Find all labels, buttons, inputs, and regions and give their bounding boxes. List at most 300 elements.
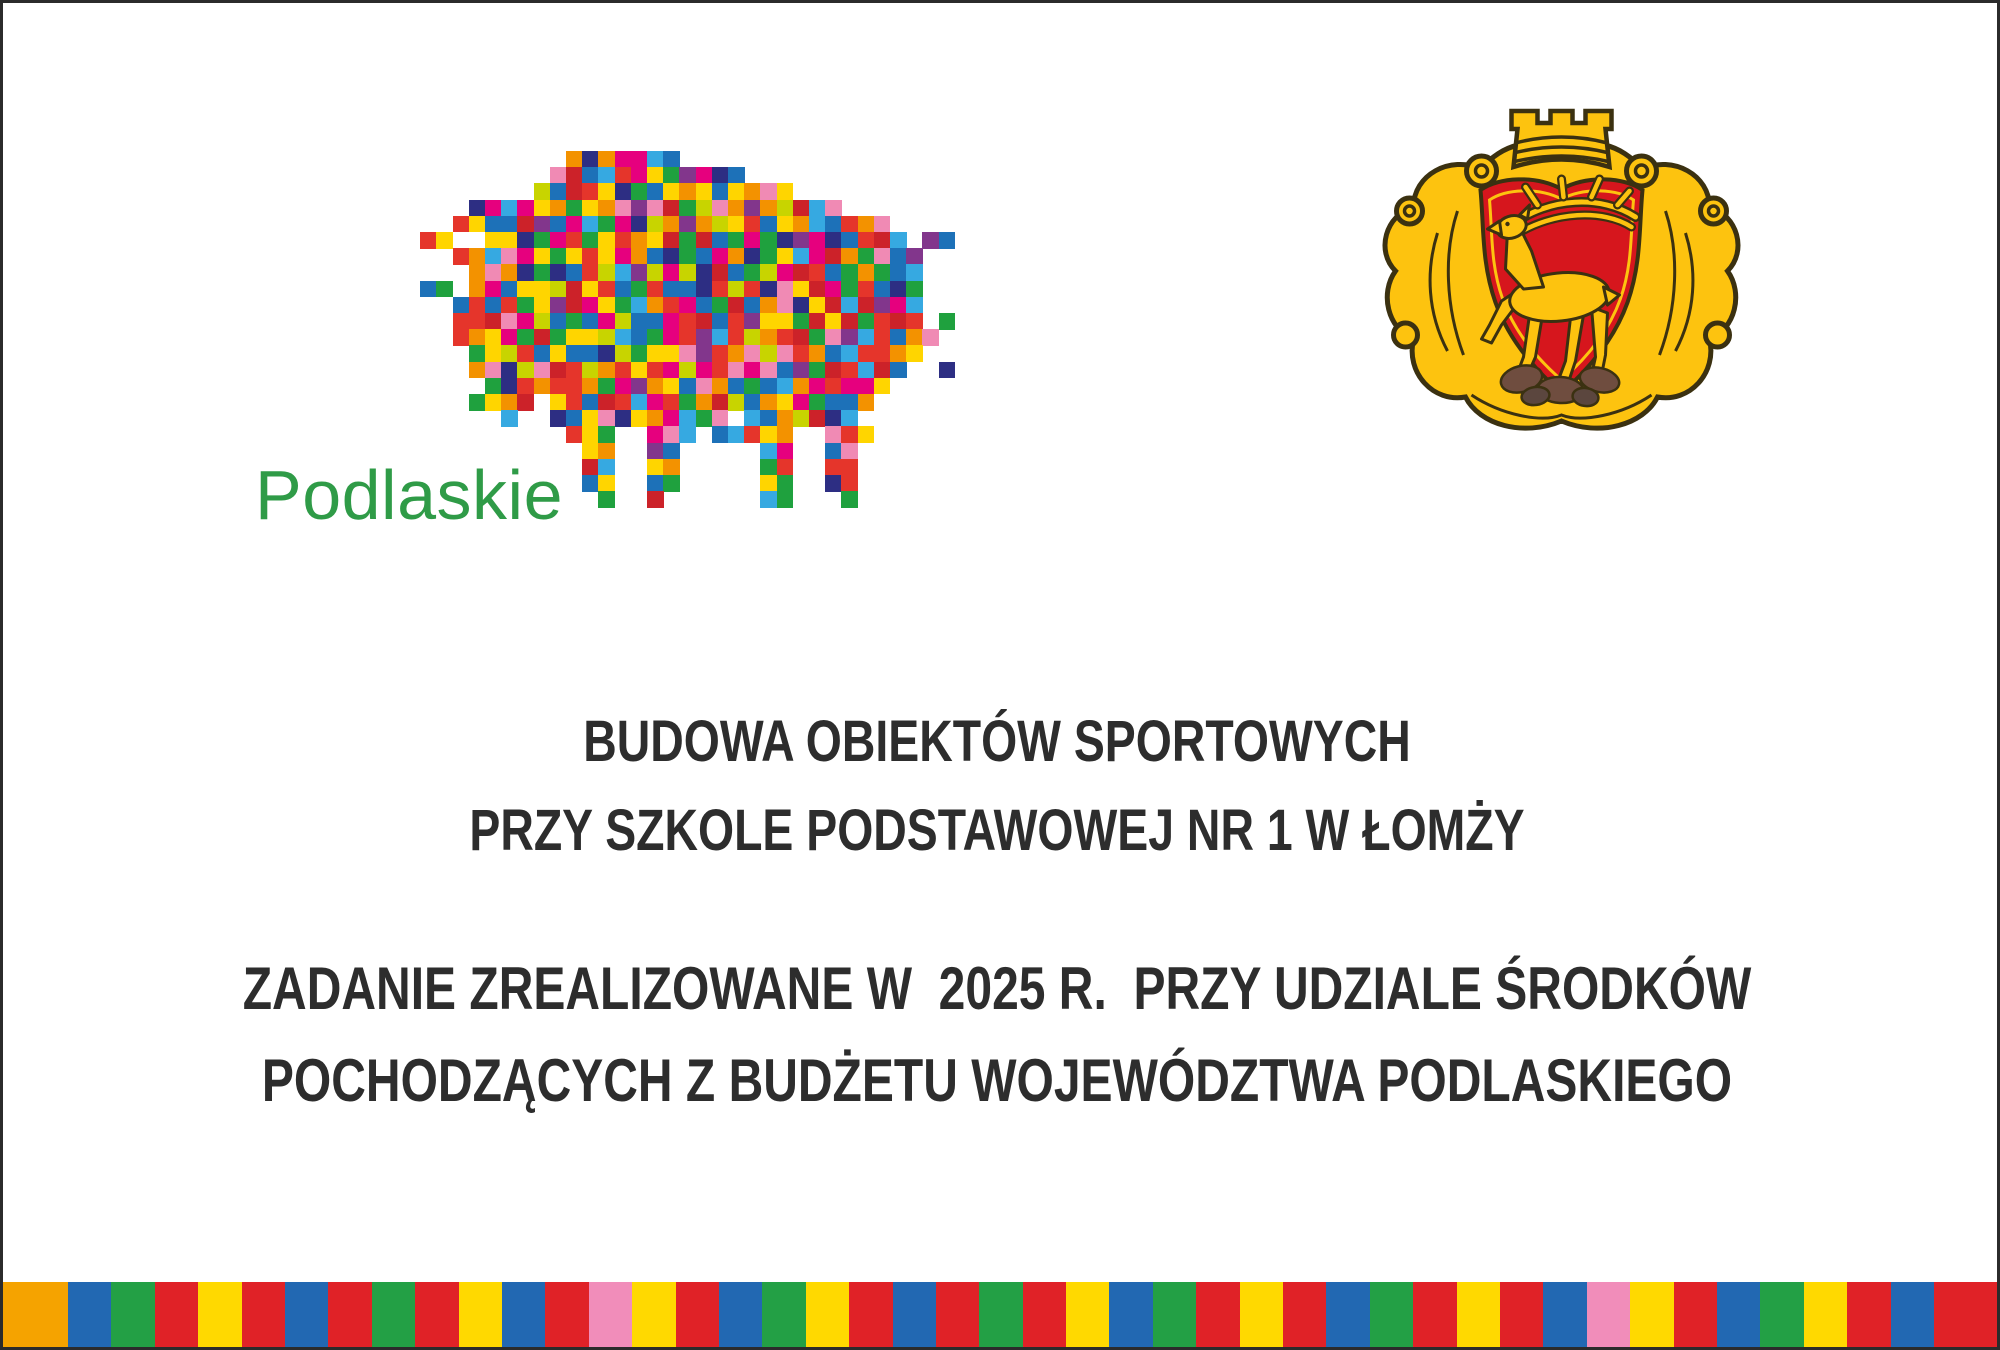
- bison-pixel: [615, 167, 632, 184]
- bison-pixel: [631, 151, 648, 168]
- bison-pixel: [534, 281, 551, 298]
- bison-pixel: [550, 248, 567, 265]
- bison-pixel: [647, 459, 664, 476]
- bison-pixel: [485, 345, 502, 362]
- bison-pixel: [647, 426, 664, 443]
- bison-pixel: [598, 394, 615, 411]
- bison-pixel: [777, 232, 794, 249]
- bison-pixel: [517, 281, 534, 298]
- bison-pixel: [712, 167, 729, 184]
- bison-pixel: [696, 248, 713, 265]
- bison-pixel: [825, 264, 842, 281]
- bison-pixel: [501, 297, 518, 314]
- bison-pixel: [777, 200, 794, 217]
- bison-pixel: [760, 394, 777, 411]
- stripe-bar: [1413, 1282, 1456, 1347]
- bison-pixel: [777, 426, 794, 443]
- bison-pixel: [809, 345, 826, 362]
- bison-pixel: [631, 167, 648, 184]
- bison-pixel: [485, 200, 502, 217]
- stripe-bar: [936, 1282, 979, 1347]
- bison-pixel: [712, 264, 729, 281]
- bison-pixel: [777, 248, 794, 265]
- bison-pixel: [566, 329, 583, 346]
- bison-pixel: [663, 200, 680, 217]
- stripe-bar: [762, 1282, 805, 1347]
- bison-pixel: [679, 167, 696, 184]
- bison-pixel: [760, 410, 777, 427]
- bison-pixel: [631, 281, 648, 298]
- bison-pixel: [728, 232, 745, 249]
- bison-pixel: [793, 281, 810, 298]
- bison-pixel: [777, 410, 794, 427]
- bison-pixel: [517, 200, 534, 217]
- bison-pixel: [469, 313, 486, 330]
- bison-pixel: [858, 216, 875, 233]
- bison-pixel: [663, 459, 680, 476]
- stripe-bar: [1934, 1282, 1997, 1347]
- bison-pixel: [744, 248, 761, 265]
- bison-pixel: [712, 297, 729, 314]
- bison-pixel: [615, 281, 632, 298]
- stripe-bar: [719, 1282, 762, 1347]
- bison-pixel: [906, 345, 923, 362]
- bison-pixel: [453, 248, 470, 265]
- bison-pixel: [793, 200, 810, 217]
- stripe-bar: [1153, 1282, 1196, 1347]
- bison-pixel: [598, 426, 615, 443]
- bison-pixel: [728, 329, 745, 346]
- stripe-bar: [1500, 1282, 1543, 1347]
- bison-pixel: [647, 151, 664, 168]
- bison-pixel: [841, 216, 858, 233]
- bison-pixel: [663, 345, 680, 362]
- bison-pixel: [663, 264, 680, 281]
- bison-pixel: [566, 264, 583, 281]
- bison-pixel: [728, 248, 745, 265]
- bison-pixel: [566, 378, 583, 395]
- bison-pixel: [582, 410, 599, 427]
- bison-pixel: [744, 378, 761, 395]
- bison-pixel: [501, 410, 518, 427]
- bison-pixel: [679, 378, 696, 395]
- bison-pixel: [841, 378, 858, 395]
- bison-pixel: [679, 362, 696, 379]
- bison-pixel: [582, 329, 599, 346]
- bison-pixel: [777, 313, 794, 330]
- bison-pixel: [550, 345, 567, 362]
- bison-pixel: [809, 248, 826, 265]
- bison-pixel: [663, 394, 680, 411]
- bison-pixel: [598, 200, 615, 217]
- bison-pixel: [777, 216, 794, 233]
- bison-pixel: [615, 216, 632, 233]
- stripe-bar: [1587, 1282, 1630, 1347]
- bison-pixel: [696, 281, 713, 298]
- stripe-bar: [242, 1282, 285, 1347]
- bison-pixel: [825, 216, 842, 233]
- bison-pixel: [858, 329, 875, 346]
- bison-pixel: [485, 216, 502, 233]
- bison-pixel: [534, 264, 551, 281]
- bison-pixel: [712, 410, 729, 427]
- bison-pixel: [663, 183, 680, 200]
- bison-pixel: [566, 410, 583, 427]
- bison-pixel: [858, 345, 875, 362]
- bison-pixel: [663, 248, 680, 265]
- bison-pixel: [777, 475, 794, 492]
- stripe-bar: [1283, 1282, 1326, 1347]
- bison-pixel: [534, 248, 551, 265]
- bison-pixel: [534, 362, 551, 379]
- bison-pixel: [744, 183, 761, 200]
- bison-pixel: [744, 313, 761, 330]
- bison-pixel: [793, 297, 810, 314]
- bison-pixel: [663, 167, 680, 184]
- bison-pixel: [582, 378, 599, 395]
- bison-pixel: [841, 264, 858, 281]
- bison-pixel: [647, 410, 664, 427]
- bison-pixel: [696, 167, 713, 184]
- stripe-bar: [285, 1282, 328, 1347]
- bison-pixel: [858, 313, 875, 330]
- bison-pixel: [615, 151, 632, 168]
- bison-pixel: [939, 313, 956, 330]
- bison-pixel: [631, 410, 648, 427]
- bison-pixel: [517, 232, 534, 249]
- bison-pixel: [517, 378, 534, 395]
- bison-pixel: [615, 200, 632, 217]
- bison-pixel: [550, 410, 567, 427]
- bison-pixel: [793, 329, 810, 346]
- stripe-bar: [155, 1282, 198, 1347]
- bison-pixel: [501, 200, 518, 217]
- bison-pixel: [615, 232, 632, 249]
- bison-pixel: [744, 410, 761, 427]
- bison-pixel: [598, 491, 615, 508]
- bison-pixel: [728, 362, 745, 379]
- bison-pixel: [793, 362, 810, 379]
- stripe-bar: [198, 1282, 241, 1347]
- bison-pixel: [696, 410, 713, 427]
- bison-pixel: [825, 313, 842, 330]
- bison-pixel: [712, 313, 729, 330]
- bison-pixel: [598, 362, 615, 379]
- bison-pixel: [647, 475, 664, 492]
- bison-pixel: [841, 443, 858, 460]
- bison-pixel: [760, 264, 777, 281]
- bison-pixel: [906, 281, 923, 298]
- bison-pixel: [631, 378, 648, 395]
- bison-pixel: [517, 248, 534, 265]
- bison-pixel: [582, 232, 599, 249]
- bison-pixel: [534, 378, 551, 395]
- bison-pixel: [874, 329, 891, 346]
- bison-pixel: [598, 410, 615, 427]
- bison-pixel: [647, 443, 664, 460]
- bison-pixel: [517, 394, 534, 411]
- bison-pixel: [809, 232, 826, 249]
- bison-pixel: [825, 378, 842, 395]
- bison-pixel: [501, 216, 518, 233]
- bison-pixel: [485, 232, 502, 249]
- bison-pixel: [825, 443, 842, 460]
- bison-pixel: [760, 232, 777, 249]
- stripe-bar: [1370, 1282, 1413, 1347]
- bison-pixel: [825, 232, 842, 249]
- bison-pixel: [679, 394, 696, 411]
- bison-pixel: [485, 248, 502, 265]
- bison-pixel: [615, 378, 632, 395]
- bison-pixel: [663, 426, 680, 443]
- bison-pixel: [760, 491, 777, 508]
- bison-pixel: [501, 329, 518, 346]
- bison-pixel: [809, 329, 826, 346]
- bison-pixel: [696, 216, 713, 233]
- stripe-bar: [1109, 1282, 1152, 1347]
- bison-pixel: [517, 329, 534, 346]
- bison-pixel: [728, 216, 745, 233]
- stripe-bar: [676, 1282, 719, 1347]
- bison-pixel: [615, 264, 632, 281]
- bison-pixel: [760, 297, 777, 314]
- bison-pixel: [712, 426, 729, 443]
- bison-pixel: [469, 362, 486, 379]
- bison-pixel: [566, 297, 583, 314]
- bison-pixel: [663, 281, 680, 298]
- bison-pixel: [890, 329, 907, 346]
- bison-pixel: [485, 362, 502, 379]
- bison-pixel: [469, 281, 486, 298]
- bison-pixel: [550, 281, 567, 298]
- bison-pixel: [696, 264, 713, 281]
- stripe-bar: [545, 1282, 588, 1347]
- bison-pixel: [647, 345, 664, 362]
- stripe-bar: [68, 1282, 111, 1347]
- project-title-line2: PRZY SZKOLE PODSTAWOWEJ NR 1 W ŁOMŻY: [469, 798, 1525, 863]
- bison-pixel: [712, 248, 729, 265]
- lomza-crest: [1359, 103, 1764, 443]
- bison-pixel: [874, 281, 891, 298]
- bison-pixel: [922, 232, 939, 249]
- bison-pixel: [906, 264, 923, 281]
- bison-pixel: [663, 410, 680, 427]
- bison-pixel: [647, 281, 664, 298]
- stripe-bar: [502, 1282, 545, 1347]
- bison-pixel: [469, 345, 486, 362]
- stripe-bar: [459, 1282, 502, 1347]
- bison-pixel: [793, 216, 810, 233]
- bison-pixel: [534, 232, 551, 249]
- bison-pixel: [566, 167, 583, 184]
- bison-pixel: [517, 313, 534, 330]
- bison-pixel: [728, 394, 745, 411]
- bison-pixel: [728, 345, 745, 362]
- stripe-bar: [806, 1282, 849, 1347]
- stripe-bar: [328, 1282, 371, 1347]
- bison-pixel: [858, 378, 875, 395]
- bison-pixel: [485, 281, 502, 298]
- bison-pixel: [825, 475, 842, 492]
- bison-pixel: [566, 151, 583, 168]
- bison-pixel: [647, 232, 664, 249]
- stripe-bar: [1717, 1282, 1760, 1347]
- bison-pixel: [517, 297, 534, 314]
- bison-pixel: [712, 329, 729, 346]
- bison-pixel: [760, 426, 777, 443]
- bison-pixel: [453, 216, 470, 233]
- bison-pixel: [582, 426, 599, 443]
- bison-pixel: [793, 313, 810, 330]
- bison-pixel: [598, 216, 615, 233]
- bison-pixel: [647, 297, 664, 314]
- bison-pixel: [582, 167, 599, 184]
- bison-pixel: [841, 459, 858, 476]
- bison-pixel: [598, 313, 615, 330]
- bison-pixel: [939, 362, 956, 379]
- bison-pixel: [566, 183, 583, 200]
- bison-pixel: [728, 297, 745, 314]
- stripe-bar: [1196, 1282, 1239, 1347]
- bison-pixel: [631, 264, 648, 281]
- bison-pixel: [469, 264, 486, 281]
- stripe-bar: [1543, 1282, 1586, 1347]
- project-title-line1: BUDOWA OBIEKTÓW SPORTOWYCH: [583, 709, 1411, 774]
- bison-pixel: [825, 362, 842, 379]
- bison-pixel: [615, 313, 632, 330]
- bison-pixel: [436, 232, 453, 249]
- bison-pixel: [663, 443, 680, 460]
- bison-pixel: [598, 297, 615, 314]
- bison-pixel: [598, 264, 615, 281]
- bison-pixel: [517, 216, 534, 233]
- bison-pixel: [890, 248, 907, 265]
- bison-pixel: [728, 313, 745, 330]
- stripe-bar: [1847, 1282, 1890, 1347]
- bison-pixel: [501, 313, 518, 330]
- bison-pixel: [777, 281, 794, 298]
- bison-pixel: [631, 313, 648, 330]
- bison-pixel: [777, 183, 794, 200]
- bison-pixel: [858, 394, 875, 411]
- bison-pixel: [534, 200, 551, 217]
- stripe-bar: [1240, 1282, 1283, 1347]
- bison-pixel: [582, 248, 599, 265]
- bison-pixel: [874, 264, 891, 281]
- bison-pixel: [712, 281, 729, 298]
- bison-pixel: [825, 281, 842, 298]
- bison-pixel: [582, 183, 599, 200]
- bison-pixel: [582, 200, 599, 217]
- bison-pixel: [501, 394, 518, 411]
- bison-pixel: [501, 281, 518, 298]
- bison-pixel: [841, 426, 858, 443]
- bison-pixel: [841, 410, 858, 427]
- bison-pixel: [696, 183, 713, 200]
- bison-pixel: [615, 297, 632, 314]
- bison-pixel: [728, 264, 745, 281]
- bison-pixel: [696, 329, 713, 346]
- bison-pixel: [793, 345, 810, 362]
- bison-pixel: [566, 248, 583, 265]
- bison-pixel: [598, 345, 615, 362]
- bison-pixel: [825, 459, 842, 476]
- bison-pixel: [598, 248, 615, 265]
- bison-pixel: [760, 362, 777, 379]
- bison-pixel: [679, 329, 696, 346]
- bison-pixel: [696, 394, 713, 411]
- bison-pixel: [825, 329, 842, 346]
- stripe-bar: [415, 1282, 458, 1347]
- bison-pixel: [517, 362, 534, 379]
- funding-statement: [3, 943, 1991, 1127]
- bison-pixel: [598, 459, 615, 476]
- bison-pixel: [598, 151, 615, 168]
- bison-pixel: [712, 345, 729, 362]
- bison-pixel: [696, 232, 713, 249]
- bison-pixel: [534, 313, 551, 330]
- bison-pixel: [728, 200, 745, 217]
- bison-pixel: [777, 378, 794, 395]
- funding-statement-line2: POCHODZĄCYCH Z BUDŻETU WOJEWÓDZTWA PODLASKIEGO: [261, 1047, 1733, 1114]
- bison-pixel: [874, 345, 891, 362]
- bison-pixel: [890, 264, 907, 281]
- bison-pixel: [841, 297, 858, 314]
- bison-pixel: [615, 362, 632, 379]
- bison-pixel: [534, 329, 551, 346]
- bison-pixel: [793, 410, 810, 427]
- bison-pixel: [566, 200, 583, 217]
- bison-pixel: [582, 475, 599, 492]
- podlaskie-wordmark: Podlaskie: [255, 456, 564, 534]
- bison-pixel: [615, 248, 632, 265]
- bison-pixel: [760, 183, 777, 200]
- bison-pixel: [550, 394, 567, 411]
- stripe-bar: [3, 1282, 68, 1347]
- bison-pixel: [760, 378, 777, 395]
- bison-pixel: [793, 378, 810, 395]
- bison-pixel: [566, 345, 583, 362]
- bison-pixel: [631, 248, 648, 265]
- bison-pixel: [890, 232, 907, 249]
- bison-pixel: [598, 443, 615, 460]
- stripe-bar: [1630, 1282, 1673, 1347]
- funding-statement-line1: ZADANIE ZREALIZOWANE W 2025 R. PRZY UDZIALE ŚRODKÓW: [242, 955, 1752, 1022]
- bison-pixel: [598, 329, 615, 346]
- bison-pixel: [469, 216, 486, 233]
- bison-pixel: [890, 281, 907, 298]
- bison-pixel: [598, 167, 615, 184]
- footer-color-stripe: [3, 1282, 1997, 1347]
- bison-pixel: [679, 426, 696, 443]
- bison-pixel: [777, 443, 794, 460]
- bison-pixel: [760, 475, 777, 492]
- bison-pixel: [744, 362, 761, 379]
- mural-crown-icon: [1512, 111, 1612, 167]
- bison-pixel: [696, 345, 713, 362]
- bison-pixel: [582, 362, 599, 379]
- bison-pixel: [825, 410, 842, 427]
- bison-pixel: [825, 248, 842, 265]
- bison-pixel: [647, 167, 664, 184]
- bison-pixel: [712, 183, 729, 200]
- bison-pixel: [777, 491, 794, 508]
- bison-pixel: [598, 183, 615, 200]
- bison-pixel: [809, 281, 826, 298]
- bison-pixel: [744, 329, 761, 346]
- bison-pixel: [647, 248, 664, 265]
- stripe-bar: [1760, 1282, 1803, 1347]
